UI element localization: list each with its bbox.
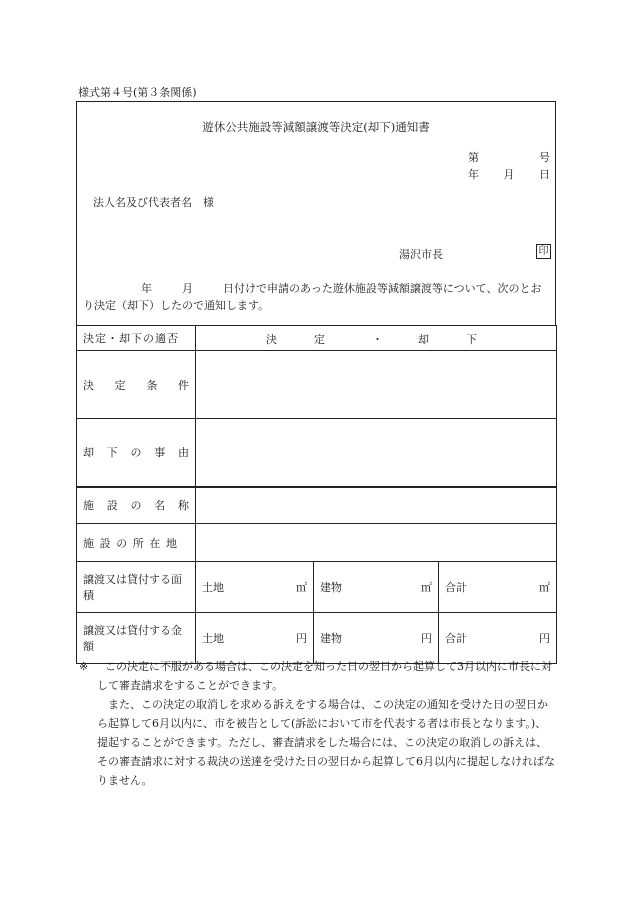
body-text: 日付けで申請のあった遊休施設等減額譲渡等について、次のとおり決定（却下）したので通知します。: [83, 282, 542, 312]
decision-label: 決定・却下の適否: [77, 326, 196, 351]
table-row-facility-location: [77, 524, 557, 562]
addressee: 法人名及び代表者名 様: [93, 196, 214, 209]
amount-land-cell[interactable]: 土地 円: [196, 613, 314, 664]
area-building-cell[interactable]: 建物 ㎡: [314, 562, 439, 613]
decision-options: [196, 326, 557, 351]
facility-name-field[interactable]: [196, 487, 557, 524]
body-month: 月: [182, 282, 193, 295]
note-mark: ※: [79, 660, 89, 673]
notice-paragraph-2: また、この決定の取消しを求める訴えをする場合は、この決定の通知を受けた日の翌日から起算して6月以内に、市を被告として(訴訟において市を代表する者は市長となります。)、提起することができます。ただし、審査請求をした場合には、この決定の取消しの訴えは、その審査請求に対する裁決の送達を受けた日の翌日から起算して6月以内に提起しなければなりません。: [97, 698, 555, 787]
table-row-area: [77, 562, 557, 613]
amount-label: 譲渡又は貸付する金額: [77, 613, 196, 664]
facility-name-label: 施 設 の 名 称: [77, 487, 196, 524]
document-number-line: [468, 149, 550, 165]
notice-body: [83, 280, 551, 314]
number-prefix: 第: [468, 151, 479, 164]
decision-table: [76, 325, 557, 664]
notice-paragraph-1: ※ この決定に不服がある場合は、この決定を知った日の翌日から起算して3月以内に市長に対して審査請求をすることができます。: [79, 657, 555, 695]
option-decide-1: 決: [266, 333, 277, 346]
table-row-conditions: [77, 351, 557, 419]
facility-location-field[interactable]: [196, 524, 557, 562]
option-reject-2: 下: [466, 333, 477, 346]
area-land-cell[interactable]: 土地 ㎡: [196, 562, 314, 613]
date-year: 年: [468, 168, 479, 181]
option-separator: ・: [372, 333, 383, 346]
area-total-cell[interactable]: 合計 ㎡: [439, 562, 557, 613]
number-suffix: 号: [539, 151, 550, 164]
area-label: 譲渡又は貸付する面積: [77, 562, 196, 613]
form-number: 様式第４号(第３条関係): [78, 86, 197, 99]
option-decide-2: 定: [314, 333, 325, 346]
date-month: 月: [503, 168, 515, 181]
reasons-label: 却 下 の 事 由: [77, 419, 196, 487]
table-row-facility-name: [77, 487, 557, 524]
table-row-amount: [77, 613, 557, 664]
option-reject-1: 却: [418, 333, 429, 346]
sender-name: 湯沢市長: [399, 248, 443, 261]
table-row-reasons: [77, 419, 557, 487]
facility-location-label: 施設の所在地: [77, 524, 196, 562]
reasons-field[interactable]: [196, 419, 557, 487]
amount-total-cell[interactable]: 合計 円: [439, 613, 557, 664]
date-day: 日: [539, 168, 550, 181]
body-year: 年: [141, 282, 152, 295]
document-title: 遊休公共施設等減額譲渡等決定(却下)通知書: [202, 120, 430, 134]
amount-building-cell[interactable]: 建物 円: [314, 613, 439, 664]
conditions-label: 決 定 条 件: [77, 351, 196, 419]
conditions-field[interactable]: [196, 351, 557, 419]
seal-stamp-box: 印: [536, 244, 551, 259]
appeal-notice: [79, 657, 555, 790]
document-date-line: [468, 166, 550, 182]
table-row-decision: [77, 326, 557, 351]
